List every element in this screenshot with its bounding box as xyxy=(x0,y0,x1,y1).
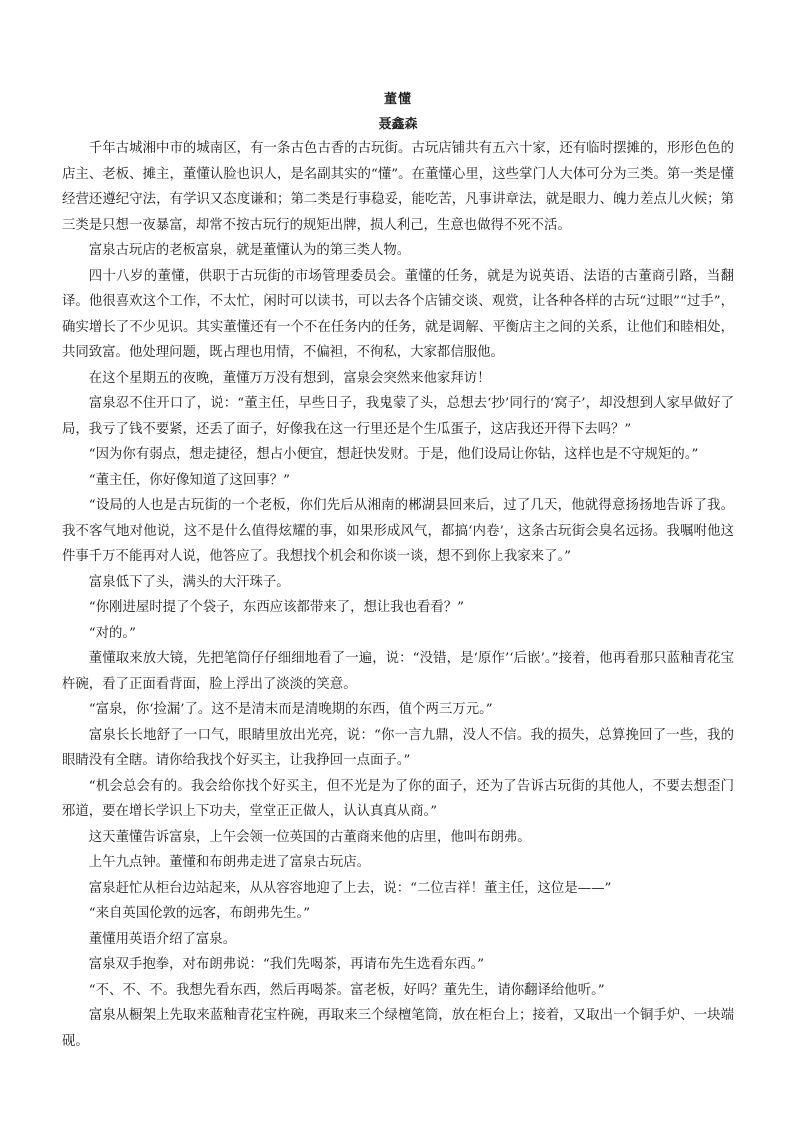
paragraph: “因为你有弱点，想走捷径，想占小便宜，想赶快发财。于是，他们设局让你钻，这样也是不守规矩的。” xyxy=(88,447,699,462)
document-page xyxy=(62,90,734,1054)
paragraph: 董懂用英语介绍了富泉。 xyxy=(88,931,237,947)
paragraph: “机会总会有的。我会给你找个好买主，但不光是为了你的面子，还为了告诉古玩街的其他人，不要去想歪门邪道，要在增长学识上下功夫，堂堂正正做人，认认真真从商。” xyxy=(62,778,734,819)
paragraph: 董懂取来放大镜，先把笔筒仔仔细细地看了一遍，说：“没错，是‘原作’‘后嵌’。”接着，他再看那只蓝釉青花宝杵碗，看了正面看背面，脸上浮出了淡淡的笑意。 xyxy=(62,651,734,692)
paragraph: 富泉长长地舒了一口气，眼睛里放出光亮，说：“你一言九鼎，没人不信。我的损失，总算挽回了一些，我的眼睛没有全瞎。请你给我找个好买主，让我挣回一点面子。” xyxy=(62,727,734,768)
paragraph: 富泉赶忙从柜台边站起来，从从容容地迎了上去，说：“二位吉祥！董主任，这位是——” xyxy=(88,880,612,896)
paragraph: 富泉古玩店的老板富泉，就是董懂认为的第三类人物。 xyxy=(88,243,411,258)
paragraph: “富泉，你‘捡漏’了。这不是清末而是清晚期的东西，值个两三万元。” xyxy=(88,702,493,717)
paragraph: 千年古城湘中市的城南区，有一条古色古香的古玩街。古玩店铺共有五六十家，还有临时摆摊的，形形色色的店主、老板、摊主，董懂认脸也识人，是名副其实的“懂”。在董懂心里，这些掌门人大体可分为三类。第一类是懂经营还遵纪守法，有学识又态度谦和；第二类是行事稳妥，能吃苦，凡事讲章法，就是眼力、魄力差点儿火候；第三类是只想一夜暴富，却常不按古玩行的规矩出牌，损人利己，生意也做得不死不活。 xyxy=(62,141,734,233)
article-body xyxy=(62,136,734,1054)
paragraph: “对的。” xyxy=(88,625,136,641)
paragraph: 这天董懂告诉富泉，上午会领一位英国的古董商来他的店里，他叫布朗弗。 xyxy=(88,829,531,845)
paragraph: 在这个星期五的夜晚，董懂万万没有想到，富泉会突然来他家拜访！ xyxy=(88,370,491,386)
paragraph: 上午九点钟。董懂和布朗弗走进了富泉古玩店。 xyxy=(88,855,370,870)
paragraph: 富泉从橱架上先取来蓝釉青花宝杵碗，再取来三个绿檀笔筒，放在柜台上；接着，又取出一个铜手炉、一块端砚。 xyxy=(62,1008,734,1049)
paragraph: “设局的人也是古玩街的一个老板，你们先后从湘南的郴湖县回来后，过了几天，他就得意扬扬地告诉了我。我不客气地对他说，这不是什么值得炫耀的事，如果形成风气，都搞‘内卷’，这条古玩街会臭名远扬。我嘱咐他这件事千万不能再对人说，他答应了。我想找个机会和你谈一谈，想不到你上我家来了。” xyxy=(62,498,734,564)
paragraph: 四十八岁的董懂，供职于古玩街的市场管理委员会。董懂的任务，就是为说英语、法语的古董商引路，当翻译。他很喜欢这个工作，不太忙，闲时可以读书，可以去各个店铺交谈、观赏，让各种各样的古玩“过眼”“过手”，确实增长了不少见识。其实董懂还有一个不在任务内的任务，就是调解、平衡店主之间的关系，让他们和睦相处，共同致富。他处理问题，既占理也用情，不偏袒，不徇私，大家都信服他。 xyxy=(62,268,734,360)
paragraph: 富泉忍不住开口了，说：“董主任，早些日子，我鬼蒙了头，总想去‘抄’同行的‘窝子’，却没想到人家早做好了局，我亏了钱不要紧，还丢了面子，好像我在这一行里还是个生瓜蛋子，这店我还开得下去吗？” xyxy=(62,396,734,437)
paragraph: “你刚进屋时提了个袋子，东西应该都带来了，想让我也看看？” xyxy=(88,600,465,615)
paragraph: 富泉双手抱拳，对布朗弗说：“我们先喝茶，再请布先生选看东西。” xyxy=(88,957,485,972)
article-author: 聂鑫森 xyxy=(378,117,418,132)
article-title: 董懂 xyxy=(383,92,412,107)
paragraph: 富泉低下了头，满头的大汗珠子。 xyxy=(88,574,290,590)
paragraph: “董主任，你好像知道了这回事？” xyxy=(88,472,290,488)
paragraph: “不、不、不。我想先看东西，然后再喝茶。富老板，好吗？董先生，请你翻译给他听。” xyxy=(88,982,605,998)
paragraph: “来自英国伦敦的远客，布朗弗先生。” xyxy=(88,906,311,921)
